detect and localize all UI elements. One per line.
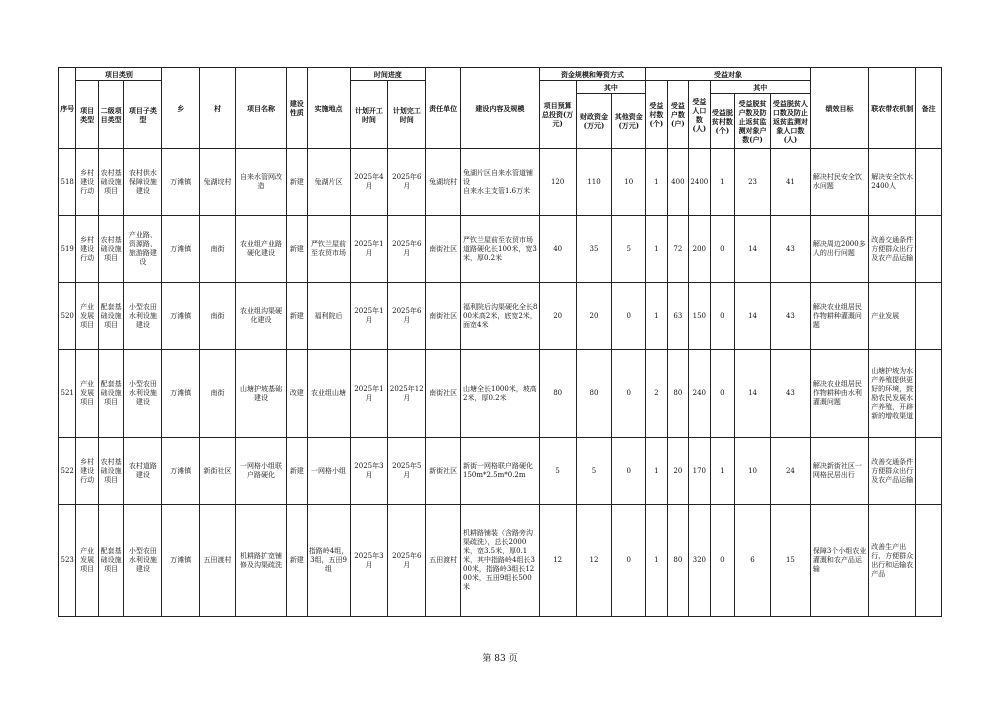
cell-content: 机耕路铺装（含路旁沟渠疏洗），总长2000米，宽3.5米，厚0.1米，其中指路岭4组长300米，指路岭3组长1200米，五田9组长500米	[460, 505, 539, 617]
cell-project-type: 产业发展项目	[76, 505, 99, 617]
cell-second-type: 配套基础设施项目	[98, 350, 124, 438]
cell-other: 10	[612, 149, 646, 216]
cell-start-time: 2025年3月	[350, 505, 388, 617]
cell-village: 南街	[200, 350, 236, 438]
cell-end-time: 2025年6月	[388, 505, 426, 617]
header-sub-type: 项目子类型	[124, 81, 162, 149]
cell-poor-villages: 0	[710, 283, 735, 350]
cell-goal: 解决周边2000多人的出行问题	[810, 216, 868, 283]
cell-second-type: 农村基础设施项目	[98, 438, 124, 505]
cell-project-name: 农业组沟渠硬化建设	[235, 283, 286, 350]
header-ben-villages: 受益村数(个)	[646, 81, 667, 149]
table-row	[59, 438, 942, 505]
cell-village: 南街	[200, 216, 236, 283]
table-header	[59, 68, 942, 149]
cell-budget: 120	[539, 149, 576, 216]
cell-goal: 解决农业组居民作物耕种由水利灌溉问题	[810, 350, 868, 438]
header-category-group: 项目类别	[76, 68, 162, 81]
cell-budget: 80	[539, 350, 576, 438]
cell-ben-households: 80	[667, 505, 688, 617]
cell-budget: 5	[539, 438, 576, 505]
cell-poor-households: 23	[735, 149, 771, 216]
cell-goal: 解决村民安全饮水问题	[810, 149, 868, 216]
header-seq: 序号	[59, 68, 76, 149]
cell-sub-type: 农村道路建设	[124, 438, 162, 505]
cell-poor-households: 6	[735, 505, 771, 617]
cell-unit: 南街社区	[426, 216, 461, 283]
cell-nature: 新建	[287, 216, 307, 283]
cell-location: 农业组山塘	[307, 350, 350, 438]
project-table	[58, 67, 942, 617]
header-schedule-group: 时间进度	[350, 68, 426, 81]
cell-end-time: 2025年6月	[388, 149, 426, 216]
cell-budget: 40	[539, 216, 576, 283]
cell-project-type: 产业发展项目	[76, 283, 99, 350]
header-location: 实施地点	[307, 68, 350, 149]
cell-mechanism: 改善交通条件方便群众出行及农产品运输	[869, 438, 916, 505]
cell-remark	[916, 438, 942, 505]
cell-ben-people: 320	[689, 505, 710, 617]
table-row	[59, 283, 942, 350]
header-ben-of-which: 其中	[710, 81, 810, 94]
cell-end-time: 2025年6月	[388, 216, 426, 283]
cell-poor-households: 10	[735, 438, 771, 505]
cell-remark	[916, 216, 942, 283]
cell-village: 南街	[200, 283, 236, 350]
cell-seq: 520	[59, 283, 76, 350]
header-poor-households: 受益脱贫户数及防止返贫监测对象户数(户)	[735, 94, 771, 149]
cell-town: 万滩镇	[162, 350, 200, 438]
header-poor-people: 受益脱贫人口数及防止返贫监测对象人口数(人)	[770, 94, 810, 149]
cell-project-name: 机耕路扩宽铺修及沟渠疏洗	[235, 505, 286, 617]
cell-poor-households: 14	[735, 350, 771, 438]
header-fund-group: 资金规模和筹资方式	[539, 68, 645, 81]
cell-ben-villages: 1	[646, 505, 667, 617]
cell-nature: 改建	[287, 350, 307, 438]
cell-unit: 兔湖垸村	[426, 149, 461, 216]
cell-end-time: 2025年12月	[388, 350, 426, 438]
cell-poor-people: 43	[770, 350, 810, 438]
cell-sub-type: 小型农田水利设施建设	[124, 505, 162, 617]
cell-fiscal: 110	[576, 149, 612, 216]
header-other: 其他资金(万元)	[612, 94, 646, 149]
cell-unit: 五田渡村	[426, 505, 461, 617]
cell-project-type: 乡村建设行动	[76, 438, 99, 505]
cell-ben-households: 72	[667, 216, 688, 283]
cell-remark	[916, 149, 942, 216]
header-of-which: 其中	[576, 81, 646, 94]
cell-content: 福利院后沟渠硬化全长800米高2米，底宽2米，面宽4米	[460, 283, 539, 350]
header-budget: 项目预算总投资(万元)	[539, 81, 576, 149]
cell-ben-villages: 1	[646, 283, 667, 350]
cell-ben-villages: 1	[646, 149, 667, 216]
cell-poor-villages: 1	[710, 438, 735, 505]
cell-sub-type: 农村供水保障设施建设	[124, 149, 162, 216]
table-row	[59, 505, 942, 617]
cell-second-type: 配套基础设施项目	[98, 505, 124, 617]
header-content: 建设内容及规模	[460, 68, 539, 149]
cell-start-time: 2025年3月	[350, 438, 388, 505]
cell-ben-people: 200	[689, 216, 710, 283]
cell-ben-people: 150	[689, 283, 710, 350]
cell-start-time: 2025年1月	[350, 350, 388, 438]
cell-village: 五田渡村	[200, 505, 236, 617]
cell-location: 兔湖片区	[307, 149, 350, 216]
cell-end-time: 2025年5月	[388, 438, 426, 505]
cell-poor-people: 41	[770, 149, 810, 216]
cell-seq: 523	[59, 505, 76, 617]
cell-mechanism: 改善生产出行，方便群众出行和运输农产品	[869, 505, 916, 617]
cell-ben-villages: 1	[646, 216, 667, 283]
header-mechanism: 联农带农机制	[869, 68, 916, 149]
cell-project-name: 自来水管网改造	[235, 149, 286, 216]
cell-start-time: 2025年4月	[350, 149, 388, 216]
cell-project-type: 乡村建设行动	[76, 216, 99, 283]
cell-fiscal: 35	[576, 216, 612, 283]
cell-unit: 南街社区	[426, 350, 461, 438]
cell-goal: 解决农业组居民作物耕种灌溉问题	[810, 283, 868, 350]
cell-poor-households: 14	[735, 216, 771, 283]
cell-ben-people: 240	[689, 350, 710, 438]
cell-ben-villages: 2	[646, 350, 667, 438]
cell-town: 万滩镇	[162, 216, 200, 283]
header-village: 村	[200, 68, 236, 149]
table-row	[59, 350, 942, 438]
cell-start-time: 2025年1月	[350, 283, 388, 350]
cell-other: 0	[612, 438, 646, 505]
cell-other: 0	[612, 505, 646, 617]
cell-project-type: 产业发展项目	[76, 350, 99, 438]
cell-fiscal: 5	[576, 438, 612, 505]
header-project-type: 项目类型	[76, 81, 99, 149]
cell-location: 指路岭4组，3组，五田9组	[307, 505, 350, 617]
cell-ben-households: 63	[667, 283, 688, 350]
cell-content: 严钦兰屋前至农贸市场道路硬化长100米，宽3米，厚0.2米	[460, 216, 539, 283]
project-table-sheet	[58, 67, 942, 617]
header-beneficiary-group: 受益对象	[646, 68, 811, 81]
cell-unit: 南街社区	[426, 283, 461, 350]
cell-poor-people: 24	[770, 438, 810, 505]
cell-unit: 新街社区	[426, 438, 461, 505]
cell-second-type: 配套基础设施项目	[98, 283, 124, 350]
cell-fiscal: 12	[576, 505, 612, 617]
cell-remark	[916, 350, 942, 438]
cell-poor-people: 43	[770, 216, 810, 283]
header-ben-people: 受益人口数(人)	[689, 81, 710, 149]
cell-nature: 新建	[287, 438, 307, 505]
cell-project-name: 农业组产业路硬化建设	[235, 216, 286, 283]
page-number: 第 83 页	[482, 654, 518, 664]
cell-second-type: 农村基础设施项目	[98, 216, 124, 283]
cell-ben-households: 80	[667, 350, 688, 438]
cell-ben-people: 170	[689, 438, 710, 505]
cell-location: 一网格小组	[307, 438, 350, 505]
cell-village: 新街社区	[200, 438, 236, 505]
cell-second-type: 农村基础设施项目	[98, 149, 124, 216]
cell-other: 0	[612, 283, 646, 350]
cell-town: 万滩镇	[162, 505, 200, 617]
cell-remark	[916, 283, 942, 350]
cell-seq: 521	[59, 350, 76, 438]
header-ben-households: 受益户数(户)	[667, 81, 688, 149]
table-row	[59, 216, 942, 283]
cell-mechanism: 山塘护坡为水产养殖提供更好的环境，鼓励农民发展水产养殖，开辟新的增收渠道	[869, 350, 916, 438]
cell-goal: 解决新街社区一网格民居出行	[810, 438, 868, 505]
cell-ben-households: 20	[667, 438, 688, 505]
cell-seq: 519	[59, 216, 76, 283]
header-project-name: 项目名称	[235, 68, 286, 149]
cell-fiscal: 80	[576, 350, 612, 438]
cell-poor-villages: 0	[710, 216, 735, 283]
cell-mechanism: 产业发展	[869, 283, 916, 350]
cell-town: 万滩镇	[162, 149, 200, 216]
header-end-time: 计划完工时间	[388, 81, 426, 149]
cell-budget: 20	[539, 283, 576, 350]
cell-town: 万滩镇	[162, 438, 200, 505]
cell-goal: 保障3个小组农业灌溉和农产品运输	[810, 505, 868, 617]
cell-nature: 新建	[287, 505, 307, 617]
header-remark: 备注	[916, 68, 942, 149]
cell-seq: 518	[59, 149, 76, 216]
header-unit: 责任单位	[426, 68, 461, 149]
cell-fiscal: 20	[576, 283, 612, 350]
cell-nature: 新建	[287, 149, 307, 216]
table-row	[59, 149, 942, 216]
cell-content: 兔湖片区自来水管道铺设 自来水主支管1.6万米	[460, 149, 539, 216]
cell-poor-people: 43	[770, 283, 810, 350]
cell-seq: 522	[59, 438, 76, 505]
cell-content: 山塘全长1000米，坡高2米，厚0.2米	[460, 350, 539, 438]
header-fiscal: 财政资金(万元)	[576, 94, 612, 149]
cell-location: 严钦兰屋前至农贸市场	[307, 216, 350, 283]
cell-content: 新街一网格联户路硬化 150m*2.5m*0.2m	[460, 438, 539, 505]
cell-poor-villages: 0	[710, 350, 735, 438]
header-town: 乡	[162, 68, 200, 149]
cell-location: 福利院后	[307, 283, 350, 350]
cell-poor-villages: 1	[710, 149, 735, 216]
cell-other: 0	[612, 350, 646, 438]
cell-project-name: 一网格小组联户路硬化	[235, 438, 286, 505]
cell-project-name: 山塘护坡基础建设	[235, 350, 286, 438]
cell-poor-villages: 0	[710, 505, 735, 617]
cell-other: 5	[612, 216, 646, 283]
header-nature: 建设性质	[287, 68, 307, 149]
cell-mechanism: 解决安全饮水2400人	[869, 149, 916, 216]
cell-ben-households: 400	[667, 149, 688, 216]
cell-sub-type: 小型农田水利设施建设	[124, 283, 162, 350]
cell-village: 兔湖垸村	[200, 149, 236, 216]
cell-poor-households: 14	[735, 283, 771, 350]
cell-budget: 12	[539, 505, 576, 617]
header-second-type: 二级项目类型	[98, 81, 124, 149]
cell-sub-type: 产业路、资源路、旅游路建设	[124, 216, 162, 283]
cell-mechanism: 改善交通条件方便群众出行及农产品运输	[869, 216, 916, 283]
cell-start-time: 2025年1月	[350, 216, 388, 283]
cell-poor-people: 15	[770, 505, 810, 617]
cell-sub-type: 小型农田水利设施建设	[124, 350, 162, 438]
cell-ben-villages: 1	[646, 438, 667, 505]
cell-project-type: 乡村建设行动	[76, 149, 99, 216]
cell-town: 万滩镇	[162, 283, 200, 350]
cell-ben-people: 2400	[689, 149, 710, 216]
cell-end-time: 2025年6月	[388, 283, 426, 350]
header-goal: 绩效目标	[810, 68, 868, 149]
header-start-time: 计划开工时间	[350, 81, 388, 149]
header-poor-villages: 受益脱贫村数(个)	[710, 94, 735, 149]
table-body	[59, 149, 942, 617]
cell-remark	[916, 505, 942, 617]
cell-nature: 新建	[287, 283, 307, 350]
